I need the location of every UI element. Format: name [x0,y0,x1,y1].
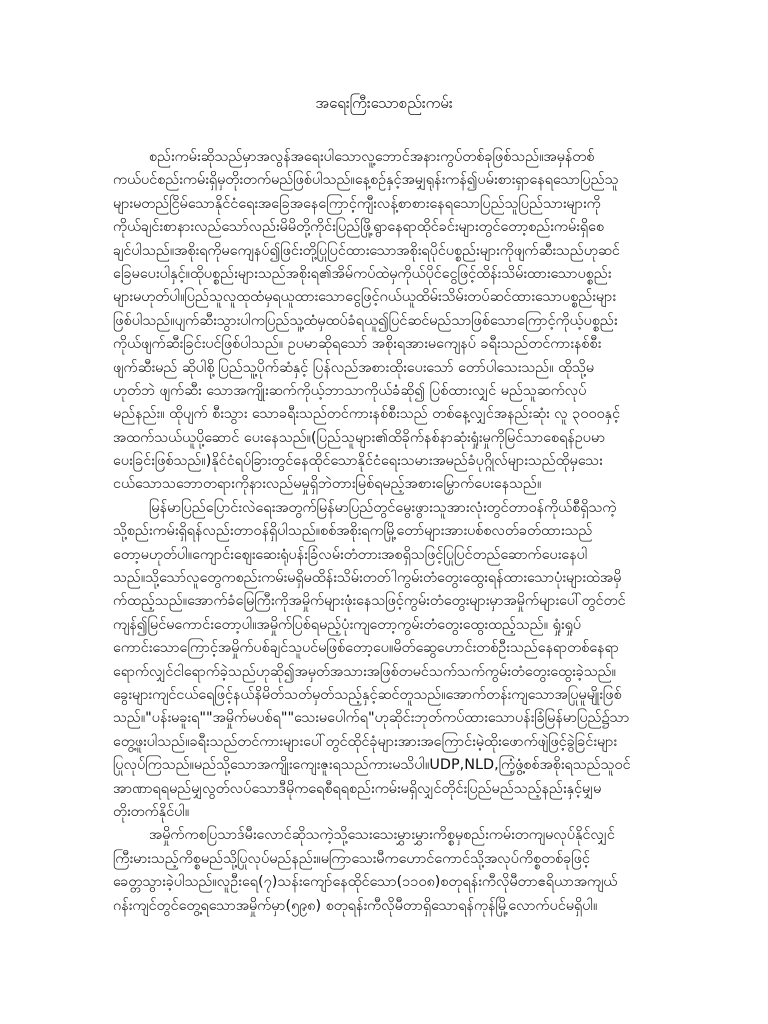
text-line: တော့မဟုတ်ပါ။ကျောင်းဈေးဆေးရုံပန်းခြံလမ်းတံတားအစရှိသဖြင့်ပြုပြင်တည်ဆောက်ပေးနေပါ [113,546,588,563]
text-line: တွေ့ဖူးပါသည်။ခရီးသည်တင်ကားများပေါ်တွင်ထိုင်ခုံများအားအကြောင်းမဲ့ထိုးဖောက်ဖျဲဖြင့်ခွဲခြင်းများ [113,733,618,750]
text-line: ချင်ပါသည်။အစိုးရကိုမကျေနပ်၍ဖြင်းတို့ပြုပြင်ထားသောအစိုးရပိုင်ပစ္စည်းများကိုဖျက်ဆီးသည်ဟုဆင် [113,242,620,259]
text-line: မည်နည်း။ ထိုပျက် စီးသွား သောခရီးသည်တင်ကားနစ်စီးသည် တစ်နေ့လျှင်အနည်းဆုံး လူ ၃၀၀၀နှင့် [113,406,621,423]
text-line: ကျန်၍မြင်မကောင်းတော့ပါ။အမှိုက်ပြစ်ရမည့်ပုံးကျတော့ကွမ်းတံတွေးထွေးထည့်သည်။ ရှုံးရှုပ် [113,616,582,633]
text-line: က်ထည့်သည်။အောက်ခံမြေကြီးကိုအမှိုက်များဖုံးနေသဖြင့်ကွမ်းတံတွေးများမှာအမှိုက်များပေါ်တွင်တင် [113,593,626,610]
text-line: ကောင်းသောကြောင့်အမှိုက်ပစ်ချင်သူပင်မဖြစ်တော့ပေ။မိတ်ဆွေဟောင်းတစ်ဦးသည်နေရာတစ်နေရာ [113,640,619,657]
text-line: ပြုလုပ်ကြသည်။မည်သို့သောအကျိုးကျေးဇူးရသည်ကားမသိပါ။UDP,NLD,ကြံ့ဖွံ့စစ်အစိုးရသည်သူဝင် [113,757,631,774]
text-line: ငယ်သောသဘောတရားကိုနားလည်မမှုရှိဘဲတားမြစ်ရမည့်အစားမြှောက်ပေးနေသည်။ [113,476,542,493]
text-line: ရောက်လျှင်ငါရောက်ခဲ့သည်ဟုဆို၍အမှတ်အသားအဖြစ်တမင်သက်သက်ကွမ်းတံတွေးထွေးခဲ့သည်။ [113,663,616,680]
text-line: သည်။သို့သော်လူတွေကစည်းကမ်းမရှိမထိန်းသိမ်းတတ်ါကွမ်းတံတွေးထွေးရန်ထားသောပုံးများထဲအမှိ [113,570,622,587]
text-line: ခွေးများကျင်ငယ်ရေဖြင့်နယ်နိမိတ်သတ်မှတ်သည့်နှင့်ဆင်တူသည်။အောက်တန်းကျသောအပြုမူမျိုးဖြစ် [113,686,622,703]
text-line: အမှိုက်ကစပြသာဒ်မီးလောင်ဆိုသကဲ့သို့သေးသေးမွှားမွှားကိစ္စမှစည်းကမ်းတကျမလုပ်နိုင်လျှင် [149,827,615,844]
text-line: တိုးတက်နိုင်ပါ။ [113,803,190,820]
text-line: ပေးခြင်းဖြစ်သည်။)နိုင်ငံရပ်ခြားတွင်နေထိုင်သောနိုင်ငံရေးသမားအမည်ခံပုဂ္ဂိုလ်များသည်ထိုမှသေး [113,453,603,470]
text-line: ဂန်းကျင်တွင်တွေ့ရသောအမှိုက်မှာ(၅၉၈) စတုရန်းကီလိုမီတာရှိသောရန်ကုန်မြို့လောက်ပင်မရှိပါ။ [113,897,598,914]
text-line: စည်းကမ်းဆိုသည်မှာအလွန်အရေးပါသောလူ့ဘောင်အနားကွပ်တစ်ခုဖြစ်သည်။အမှန်တစ် [149,149,595,165]
text-line: ဟုတ်ဘဲ ဖျက်ဆီး သောအကျိုးဆက်ကိုယ့်ဘာသာကိုယ်ခံဆို၍ ပြစ်ထားလျှင် မည်သူဆက်လုပ် [113,382,587,399]
text-line: အထက်သယ်ယူပို့ဆောင် ပေးနေသည်။(ပြည်သူများ၏ထိခိုက်နစ်နာဆုံးရှုံးမှုကိုမြင်သာစေရန်ဥပမာ [113,429,606,446]
text-line: ဖြစ်ပါသည်။ပျက်ဆီးသွားပါကပြည်သူ့ထံမှထပ်ခံရယူ၍ပြင်ဆင်မည်သာဖြစ်သောကြောင့်ကိုယ့်ပစ္စည်း [113,312,618,329]
document-title: အရေးကြီးသောစည်းကမ်း [315,94,453,112]
text-line: ကိုယ်ဖျက်ဆီးခြင်းပင်ဖြစ်ပါသည်။ ဥပမာဆိုရသော် အစိုးရအားမကျေနပ် ခရီးသည်တင်ကားနစ်စီး [113,336,602,353]
text-line: များမတည်ငြိမ်သောနိုင်ငံရေးအခြေအနေကြောင့်ကျီးလန့်စာစားနေရသောပြည်သူပြည်သားများကို [113,195,601,212]
text-line: အာဏာရရမည်မျှလွတ်လပ်သောဒီမိုကရေစီရရစည်းကမ်းမရှိလျှင်တိုင်းပြည်မည်သည့်နည်းနှင့်မျှမ [113,780,602,797]
text-line: ဖျက်ဆီးမည် ဆိုပါစို့ပြည်သူ့ပိုက်ဆံနှင့် ပြန်လည်အစားထိုးပေးသော် တော်ပါသေးသည်။ ထိုသို့မ [113,359,595,376]
text-line: ကိုယ်ချင်းစာနားလည်သော်လည်းမိမိတို့ကိုင်းပြည်ဖြို့ရွာနေရာထိုင်ခင်းများတွင်တော့စည်းကမ်းရှိစေ [113,219,605,236]
text-line: မြန်မာပြည်ပြောင်းလဲရေးအတွက်မြန်မာပြည်တွင်မွေးဖွားသူအားလုံးတွင်တာဝန်ကိုယ်စီရှိသကဲ့ [149,499,617,516]
text-line: များမဟုတ်ပါ။ပြည်သူလူထုထံမှရယူထားသောငွေဖြင့်ဂယ်ယူထိမ်းသိမ်းတပ်ဆင်ထားသောပစ္စည်းများ [113,289,616,306]
document-body [113,146,658,918]
text-line: သည်။"ပန်းမခူးရ""အမှိုက်မပစ်ရ""သေးမပေါက်ရ"ဟုဆိုင်းဘုတ်ကပ်ထားသောပန်းခြံမြန်မာပြည်၌သာ [113,710,630,727]
text-line: သို့စည်းကမ်းရှိရန်လည်းတာဝန်ရှိပါသည်။စစ်အစိုးရကမြို့တော်များအားပစ်စလတ်ခတ်ထားသည် [113,523,593,540]
text-line: ကြီးမားသည့်ကိစ္စမည်သို့ပြုလုပ်မည်နည်း။မကြာသေးမီကဟောင်ကောင်သို့အလုပ်ကိစ္စတစ်ခုဖြင့် [113,850,590,867]
text-line: ခေတ္တသွားခဲ့ပါသည်။လူဦးရေ(၇)သန်းကျော်နေထိုင်သော(၁၁၀၈)စတုရန်းကီလိုမီတာဧရိယာအကျယ် [113,874,618,891]
text-line: ခြေမပေးပါနှင့်။ထိုပစ္စည်းများသည်အစိုးရ၏အိမ်ကပ်ထဲမှကိုယ်ပိုင်ငွေဖြင့်ထိန်းသိမ်းထားသောပစ္စည်း [113,265,612,282]
text-line: ကယ်ပင်စည်းကမ်းရှိမှတိုးတက်မည်ဖြစ်ပါသည်။နေ့စဉ်နှင့်အမျှရုန်းကန်၍ပမ်းစားရှာနေရသောပြည်သူ [113,172,619,189]
